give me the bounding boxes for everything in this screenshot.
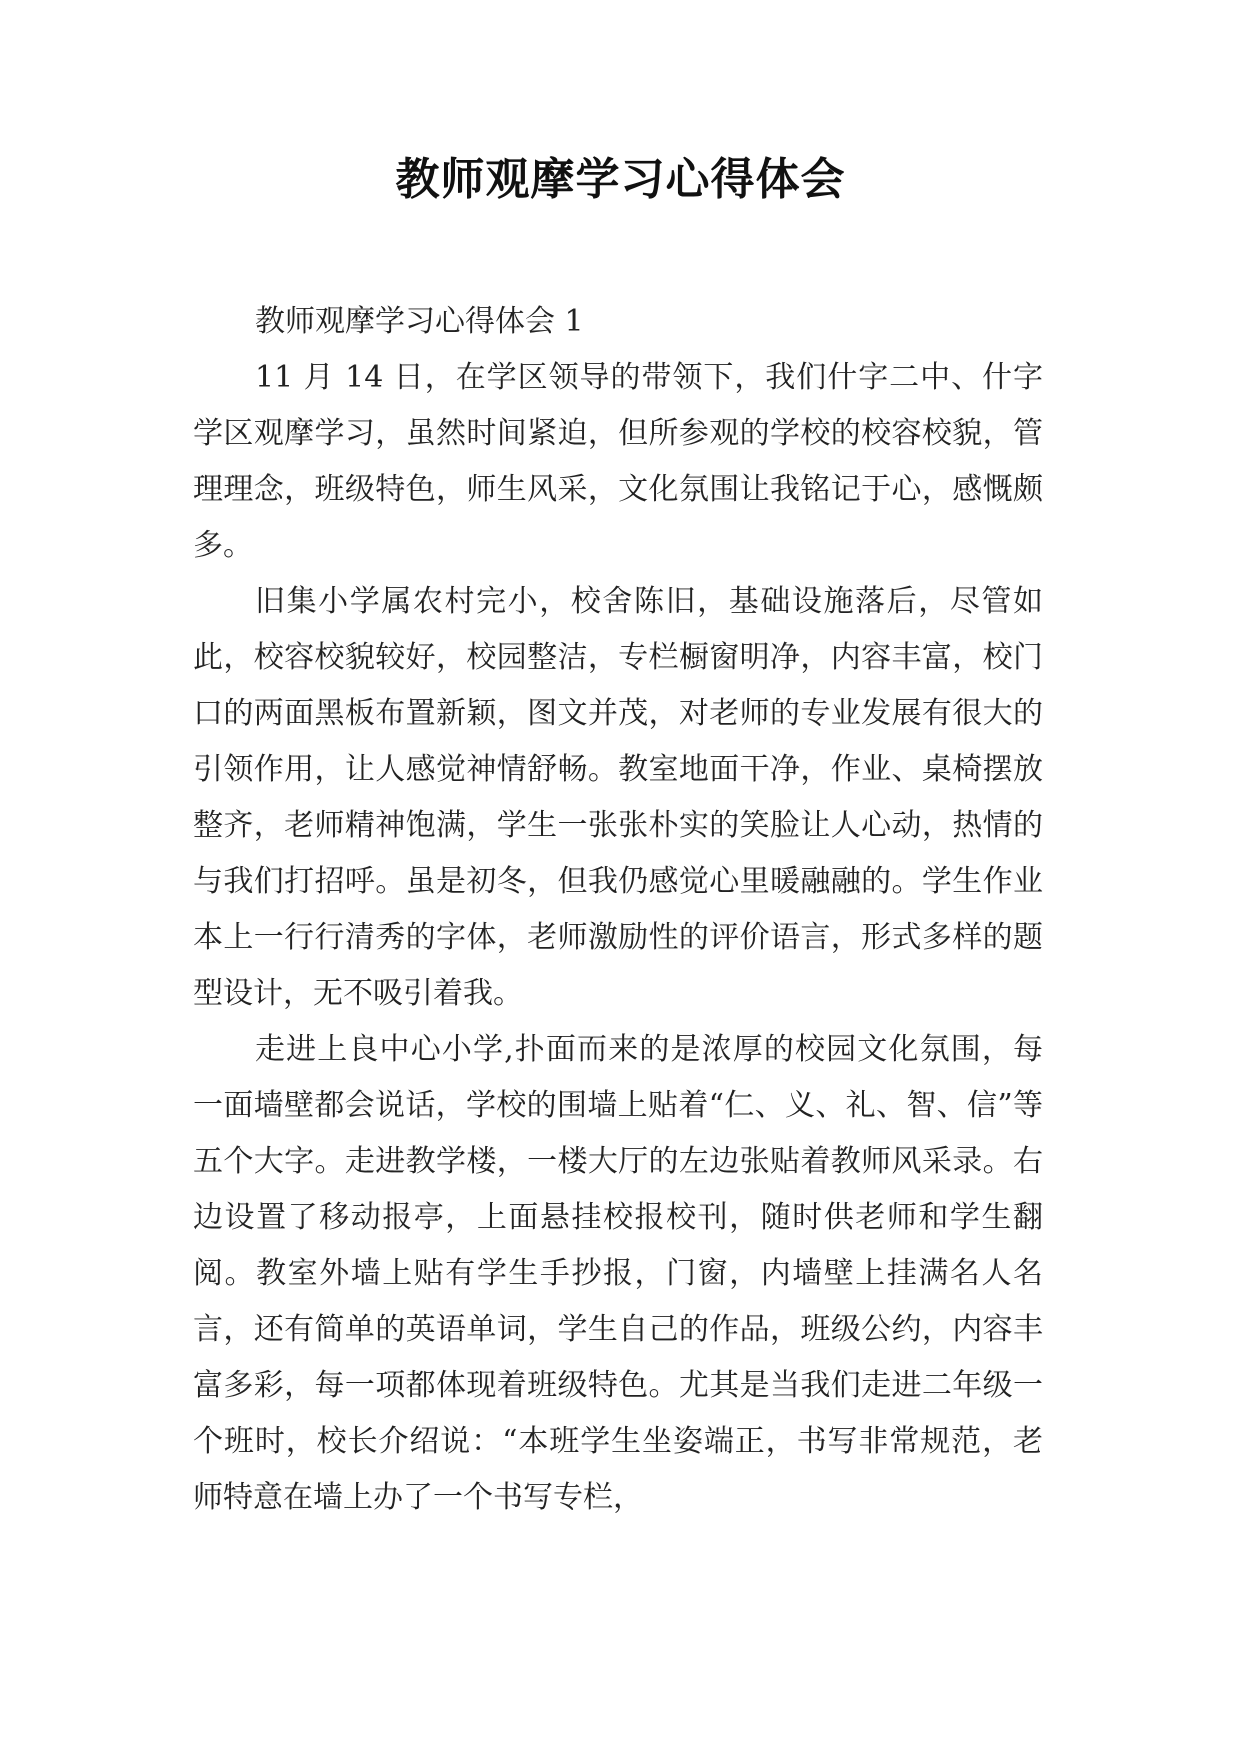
- document-body: [193, 294, 1043, 1526]
- section-heading: 教师观摩学习心得体会 1: [255, 304, 584, 339]
- paragraph-intro: 11 月 14 日，在学区领导的带领下，我们什字二中、什字学区观摩学习，虽然时间紧迫，但所参观的学校的校容校貌，管理理念，班级特色，师生风采，文化氛围让我铭记于心，感慨颇多。: [193, 360, 1043, 563]
- document-title: 教师观摩学习心得体会: [395, 154, 846, 205]
- paragraph-shangliang-school: 走进上良中心小学,扑面而来的是浓厚的校园文化氛围，每一面墙壁都会说话，学校的围墙上贴着“仁、义、礼、智、信”等五个大字。走进教学楼，一楼大厅的左边张贴着教师风采录。右边设置了移动报亭，上面悬挂校报校刊，随时供老师和学生翻阅。教室外墙上贴有学生手抄报，门窗，内墙壁上挂满名人名言，还有简单的英语单词，学生自己的作品，班级公约，内容丰富多彩，每一项都体现着班级特色。尤其是当我们走进二年级一个班时，校长介绍说：“本班学生坐姿端正，书写非常规范，老师特意在墙上办了一个书写专栏，: [193, 1032, 1043, 1515]
- paragraph-jiuji-school: 旧集小学属农村完小，校舍陈旧，基础设施落后，尽管如此，校容校貌较好，校园整洁，专栏橱窗明净，内容丰富，校门口的两面黑板布置新颖，图文并茂，对老师的专业发展有很大的引领作用，让人感觉神情舒畅。教室地面干净，作业、桌椅摆放整齐，老师精神饱满，学生一张张朴实的笑脸让人心动，热情的与我们打招呼。虽是初冬，但我仍感觉心里暖融融的。学生作业本上一行行清秀的字体，老师激励性的评价语言，形式多样的题型设计，无不吸引着我。: [193, 584, 1043, 1011]
